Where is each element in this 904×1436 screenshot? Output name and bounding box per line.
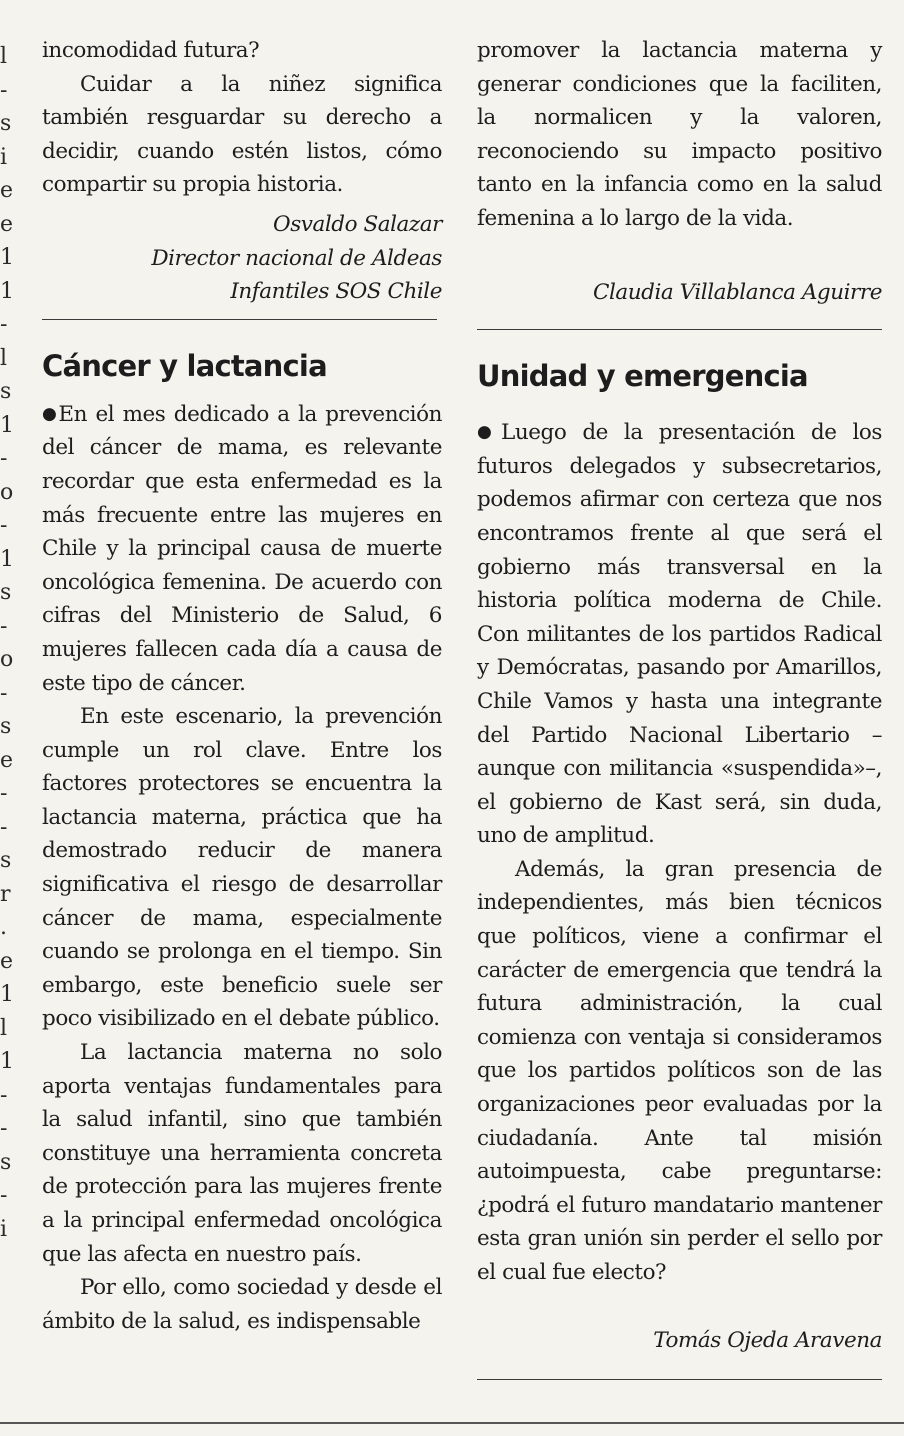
headline-unidad-emergencia: Unidad y emergencia <box>477 359 808 394</box>
edge-fragment: - <box>0 613 8 639</box>
edge-fragment: - <box>0 513 8 538</box>
edge-fragment: - <box>0 77 8 103</box>
page-bottom-rule <box>0 1422 904 1424</box>
edge-fragment: s <box>0 111 12 136</box>
edge-fragment: s <box>0 714 12 739</box>
edge-fragment: 1 <box>0 245 14 270</box>
edge-fragment: e <box>0 178 14 203</box>
left-signature-block <box>42 208 442 309</box>
edge-fragment: i <box>0 1216 8 1242</box>
right-signature-2: Tomás Ojeda Aravena <box>653 1327 882 1353</box>
edge-fragment: - <box>0 1183 8 1208</box>
edge-fragment: - <box>0 1082 8 1108</box>
unidad-letter-paragraph-2: Además, la gran presencia de independientes, más bien técnicos que políticos, viene a confirmar el carácter de emergencia que tendrá la futura administración, la cual comienza con ventaja si consideramos que los partidos políticos son de las organizaciones peor evaluadas por la ciudadanía. Ante tal misión autoimpuesta, cabe preguntarse: ¿podrá el futuro mandatario mantener esta gran unión sin perder el sello por el cual fue electo? <box>477 856 882 1285</box>
edge-fragment: s <box>0 848 12 873</box>
edge-fragment: - <box>0 1116 8 1141</box>
edge-fragment: 1 <box>0 412 14 438</box>
edge-fragment: s <box>0 580 12 605</box>
edge-fragment: o <box>0 479 14 505</box>
edge-fragment: l <box>0 44 8 69</box>
edge-fragment: e <box>0 211 14 237</box>
edge-fragment: i <box>0 144 8 170</box>
edge-fragment: s <box>0 1149 12 1175</box>
cancer-letter-paragraph-1: ● En el mes dedicado a la prevención del cáncer de mama, es relevante recordar que esta enfermedad es la más frecuente entre las mujeres en Chile y la principal causa de muerte oncológica femenina. De acuerdo con cifras del Ministerio de Salud, 6 mujeres fallecen cada día a causa de este tipo de cáncer. <box>42 398 442 700</box>
left-signature-name: Osvaldo Salazar <box>273 211 442 237</box>
cancer-letter-paragraph-2: En este escenario, la prevención cumple un rol clave. Entre los factores protectores se encuentra la lactancia materna, práctica que ha demostrado reducir de manera significativa el riesgo de desarrollar cáncer de mama, especialmente cuando se prolonga en el tiempo. Sin embargo, este beneficio suele ser poco visibilizado en el debate público. <box>42 704 442 1032</box>
edge-fragment: 1 <box>0 982 14 1007</box>
edge-fragment: e <box>0 948 14 974</box>
left-signature-title-line-1: Director nacional de Aldeas <box>151 245 442 271</box>
edge-fragment: 1 <box>0 278 14 304</box>
right-continuation: promover la lactancia materna y generar condiciones que la faciliten, la normalicen y la valoren, reconociendo su impacto positivo tanto en la infancia como en la salud femenina a lo largo de la vida. <box>477 38 882 231</box>
edge-fragment: e <box>0 747 14 773</box>
edge-fragment: r <box>0 881 11 907</box>
edge-fragment: s <box>0 379 12 404</box>
right-divider-2 <box>477 1379 882 1380</box>
edge-fragment: o <box>0 647 14 672</box>
headline-cancer-lactancia: Cáncer y lactancia <box>42 348 327 383</box>
edge-fragment: - <box>0 312 8 337</box>
right-divider-1 <box>477 329 882 330</box>
left-column <box>42 34 442 1338</box>
edge-fragment: 1 <box>0 1049 14 1074</box>
left-continuation: incomodidad futura? <box>42 38 260 63</box>
edge-fragment: l <box>0 1015 8 1041</box>
edge-fragment: - <box>0 814 8 840</box>
left-divider <box>42 319 437 320</box>
edge-fragment: - <box>0 781 8 806</box>
unidad-letter-paragraph-1: ● Luego de la presentación de los futuros delegados y subsecretarios, podemos afirmar con certeza que nos encontramos frente al que será el gobierno más transversal en la historia política moderna de Chile. Con militantes de los partidos Radical y Demócratas, pasando por Amarillos, Chile Vamos y hasta una integrante del Partido Nacional Libertario –aunque con militancia «suspendida»–, el gobierno de Kast será, sin duda, uno de amplitud. <box>477 416 882 853</box>
edge-fragment: . <box>0 915 7 940</box>
right-signature-1: Claudia Villablanca Aguirre <box>592 279 882 305</box>
cancer-letter-paragraph-3: La lactancia materna no solo aporta ventajas fundamentales para la salud infantil, sino que también constituye una herramienta concreta de protección para las mujeres frente a la principal enfermedad oncológica que las afecta en nuestro país. <box>42 1040 442 1267</box>
edge-fragment: l <box>0 345 8 371</box>
left-letter-paragraph: Cuidar a la niñez significa también resguardar su derecho a decidir, cuando estén listos, cómo compartir su propia historia. <box>42 71 442 198</box>
edge-fragment: 1 <box>0 546 14 572</box>
edge-fragment: - <box>0 446 8 471</box>
left-edge-fragments <box>0 40 14 1400</box>
left-signature-title-line-2: Infantiles SOS Chile <box>230 279 442 305</box>
cancer-letter-paragraph-4: Por ello, como sociedad y desde el ámbito de la salud, es indispensable <box>42 1275 442 1334</box>
right-column <box>477 34 882 1380</box>
edge-fragment: - <box>0 680 8 706</box>
